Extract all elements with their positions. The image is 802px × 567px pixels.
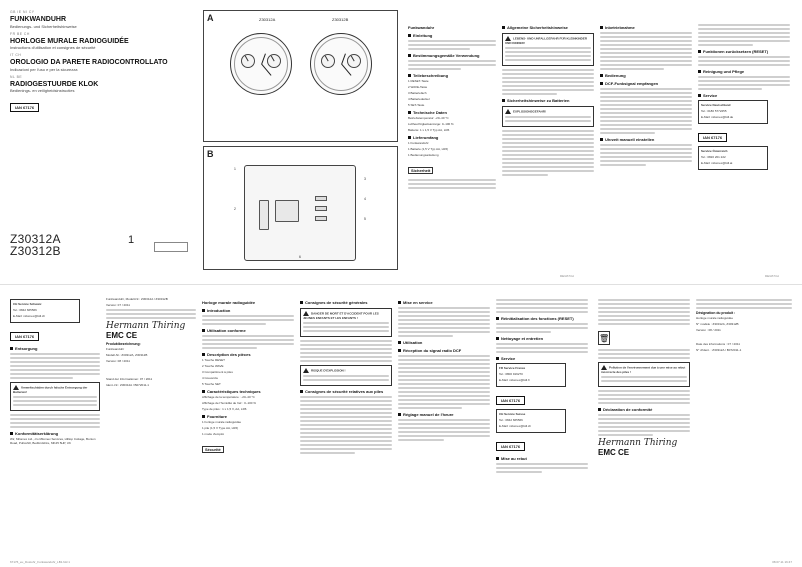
version: Version: 08 / 2011 bbox=[106, 359, 130, 363]
part-item: 2 WAVE-Taste bbox=[408, 85, 428, 89]
info-date: Date des informations : 07 / 2011 bbox=[696, 342, 740, 346]
subtitle-de: Bedienungs- und Sicherheitshinweise bbox=[10, 23, 77, 29]
print-footer-left: 67176_eu_Dustuhr_Funkwanduhr_LB1.fdd 1 bbox=[10, 560, 70, 564]
clock-back-image bbox=[244, 165, 356, 261]
illustration-panel bbox=[203, 10, 398, 270]
clock-a-image bbox=[230, 33, 292, 95]
hygrometer-gauge bbox=[267, 54, 281, 68]
model-label-b: Z30312B bbox=[332, 17, 349, 22]
heading-introduction: Einleitung bbox=[408, 33, 496, 38]
callout-2: 2 bbox=[234, 207, 236, 211]
spec-item: Affichage de l'humidité de l'air : 0–100 % bbox=[202, 401, 256, 405]
column-service-ch bbox=[10, 297, 100, 447]
language-tags: IT CH bbox=[10, 53, 22, 57]
column-product-info bbox=[106, 297, 196, 389]
ident-number: N° d'ident. : Z30312A / B072011-1 bbox=[696, 348, 742, 352]
column-service bbox=[698, 22, 790, 172]
service-contact-fr: FR Service France Tel.: 0800 919270 E-Mail: milomex@lidl.fr bbox=[496, 363, 566, 387]
heading-product-designation: Désignation du produit : bbox=[696, 311, 736, 315]
battery-compartment bbox=[259, 200, 269, 230]
product-label: Funkwanduhr, Modell-Nr.: Z30312A / Z30312B bbox=[106, 297, 168, 301]
callout-3: 3 bbox=[364, 177, 366, 181]
heading-safety: Sicherheit bbox=[408, 167, 433, 174]
spec-item: Betriebstemperatur: -20–40 °C bbox=[408, 116, 449, 120]
column-fr-setup bbox=[398, 297, 490, 443]
scope-item: 1 pile (1,5 V Type AA, LR6) bbox=[202, 426, 239, 430]
spec-item: Luftfeuchtigkeitsanzeige: 0–100 % bbox=[408, 122, 454, 126]
print-footer-right: 08.07.11 16:47 bbox=[772, 560, 792, 564]
emc-ce-mark: EMC CE bbox=[598, 448, 630, 457]
thermometer-gauge bbox=[321, 54, 335, 68]
heading-conformity: Déclaration de conformité bbox=[598, 407, 690, 412]
title-nl: RADIOGESTUURDE KLOK bbox=[10, 80, 99, 88]
subtitle-fr: Instructions d'utilisation et consignes de sécurité bbox=[10, 45, 96, 50]
page-sheet-bottom bbox=[0, 284, 802, 567]
scope-item: 1 Funkwanduhr bbox=[408, 141, 429, 145]
product-name: Funkwanduhr bbox=[106, 347, 125, 351]
ian-badge: IAN 67176 bbox=[10, 103, 39, 112]
callout-5: 5 bbox=[364, 217, 366, 221]
spec-item: Batterie: 1 x 1,5 V Typ AA, LR6 bbox=[408, 128, 450, 132]
heading-safety: Sécurité bbox=[202, 446, 224, 453]
heading-technical-data: Caractéristiques techniques bbox=[202, 389, 294, 394]
warning-icon bbox=[303, 368, 309, 373]
warning-disposal: Pollution de l'environnement due à une mise au rebut incorrecte des piles ! bbox=[598, 362, 690, 387]
spec-item: Affichage de la température : -20–40 °C bbox=[202, 395, 255, 399]
part-item: 4 Couvercle bbox=[202, 376, 219, 380]
warning-explosion: RISQUE D'EXPLOSION ! bbox=[300, 365, 392, 386]
warning-icon bbox=[505, 109, 511, 114]
heading-dcf: DCF-Funksignal empfangen bbox=[600, 81, 692, 86]
column-fr-conformity bbox=[598, 297, 690, 457]
cover-panel bbox=[10, 10, 190, 275]
warning-explosion: EXPLOSIONSGEFAHR! bbox=[502, 106, 594, 127]
brand-logo bbox=[154, 242, 188, 252]
column-fr-safety bbox=[300, 297, 392, 456]
page-code: DE/AT/CH bbox=[560, 274, 574, 278]
product-name: Horloge murale radioguidée bbox=[696, 316, 734, 320]
heading-battery-safety: Sicherheitshinweise zu Batterien bbox=[502, 98, 594, 103]
title-fr: HORLOGE MURALE RADIOGUIDÉE bbox=[10, 37, 129, 45]
section-title: Funkwanduhr bbox=[408, 25, 435, 30]
signature: Hermann Thiring bbox=[106, 321, 186, 331]
part-item: 4 Batteriedeckel bbox=[408, 97, 430, 101]
heading-manual-time: Uhrzeit manuell einstellen bbox=[600, 137, 692, 142]
heading-service: Service bbox=[698, 93, 790, 98]
warning-children: DANGER DE MORT ET D'ACCIDENT POUR LES JEUNES ENFANTS ET LES ENFANTS ! bbox=[300, 308, 392, 337]
model-a: Z30312A bbox=[10, 232, 61, 246]
model-b: Z30312B bbox=[10, 244, 61, 258]
ian-badge: IAN 67176 bbox=[10, 332, 39, 341]
heading-operation: Bedienung bbox=[600, 73, 692, 78]
heading-setup: Inbetriebnahme bbox=[600, 25, 692, 30]
illustration-b bbox=[203, 146, 398, 270]
version: Version : 08 / 2011 bbox=[696, 328, 721, 332]
callout-6: 6 bbox=[299, 255, 301, 259]
subtitle-it: Indicazioni per l'uso e per la sicurezza bbox=[10, 66, 78, 72]
heading-reset: Réinitialisation des fonctions (RESET) bbox=[496, 316, 588, 321]
heading-intended-use: Bestimmungsgemäße Verwendung bbox=[408, 53, 496, 58]
panel-letter-b: B bbox=[207, 149, 214, 159]
heading-scope: Fourniture bbox=[202, 414, 294, 419]
warning-disposal: Umweltschäden durch falsche Entsorgung der Batterien! bbox=[10, 382, 100, 411]
info-date: Stand der Informationen: 07 / 2011 bbox=[106, 377, 153, 381]
column-intro bbox=[408, 22, 496, 191]
heading-service: Service bbox=[496, 356, 588, 361]
heading-cleaning: Nettoyage et entretien bbox=[496, 336, 588, 341]
heading-manual-time: Réglage manuel de l'heure bbox=[398, 412, 490, 417]
heading-cleaning: Reinigung und Pflege bbox=[698, 69, 790, 74]
column-fr-product bbox=[696, 297, 792, 354]
heading-product-designation: Produktbezeichnung: bbox=[106, 342, 141, 346]
part-item: 3 Compartiment à piles bbox=[202, 370, 233, 374]
heading-conformity: Konformitätserklärung bbox=[10, 431, 100, 436]
heading-general-safety: Allgemeine Sicherheitshinweise bbox=[502, 25, 594, 30]
column-operation bbox=[600, 22, 692, 168]
part-item: 1 RESET-Taste bbox=[408, 79, 429, 83]
part-item: 3 Batteriefach bbox=[408, 91, 427, 95]
clock-b-image bbox=[310, 33, 372, 95]
model-number: Modell-Nr.: Z30312A, Z30312B bbox=[106, 353, 148, 357]
heading-technical-data: Technische Daten bbox=[408, 110, 496, 115]
heading-introduction: Introduction bbox=[202, 308, 294, 313]
version: Version: 07 / 2011 bbox=[106, 303, 130, 307]
scope-item: 1 Batterie (1,5 V Typ AA, LR6) bbox=[408, 147, 449, 151]
thermometer-gauge bbox=[241, 54, 255, 68]
scope-item: 1 horloge murale radioguidée bbox=[202, 420, 242, 424]
language-tags: NL BE bbox=[10, 74, 23, 79]
heading-battery-safety: Consignes de sécurité relatives aux piles bbox=[300, 389, 392, 394]
page-sheet-top bbox=[0, 0, 802, 283]
ian-badge: IAN 67176 bbox=[496, 442, 525, 451]
column-safety bbox=[502, 22, 594, 178]
battery-cover bbox=[275, 200, 299, 222]
page-number: 1 bbox=[128, 234, 135, 246]
service-contact-ch: CH Service Schweiz Tel.: 0842 665566 E-Mail: milomex@lidl.ch bbox=[10, 299, 80, 323]
callout-4: 4 bbox=[364, 197, 366, 201]
page-code: DE/AT/CH bbox=[765, 274, 779, 278]
title-de: FUNKWANDUHR bbox=[10, 16, 66, 23]
panel-letter-a: A bbox=[207, 13, 214, 23]
part-item: 5 SET-Taste bbox=[408, 103, 425, 107]
reset-button-image bbox=[315, 196, 327, 201]
hygrometer-gauge bbox=[347, 54, 361, 68]
heading-disposal: Entsorgung bbox=[10, 346, 100, 351]
scope-item: 1 Bedienungsanleitung bbox=[408, 153, 439, 157]
emc-ce-mark: EMC CE bbox=[106, 331, 138, 340]
warning-children: LEBENS- UND UNFALLGEFAHR FÜR KLEINKINDER UND KINDER! bbox=[502, 33, 594, 66]
column-fr-intro bbox=[202, 297, 294, 456]
model-numbers bbox=[10, 233, 61, 257]
recycle-bin-icon: 🗑 bbox=[598, 331, 610, 345]
service-contact-ch: CH Service Suisse Tel.: 0842 665566 E-Mail: milomex@lidl.ch bbox=[496, 409, 566, 433]
ian-badge: IAN 67176 bbox=[496, 396, 525, 405]
heading-disposal: Mise au rebut bbox=[496, 456, 588, 461]
part-item: 1 Touche RESET bbox=[202, 358, 225, 362]
scope-item: 1 mode d'emploi bbox=[202, 432, 224, 436]
heading-intended-use: Utilisation conforme bbox=[202, 328, 294, 333]
heading-reset: Funktionen zurücksetzen (RESET) bbox=[698, 49, 790, 54]
service-contact-de: Service Deutschland Tel.: 0180 5772255 E-Mail: milomex@lidl.de bbox=[698, 100, 768, 124]
signature: Hermann Thiring bbox=[598, 438, 678, 448]
wave-button-image bbox=[315, 206, 327, 211]
illustration-a bbox=[203, 10, 398, 142]
heading-scope: Lieferumfang bbox=[408, 135, 496, 140]
ident-number: Ident.-Nr.: Z30312A / B072011-1 bbox=[106, 383, 149, 387]
service-contact-at: Service Österreich Tel.: 0820 201 222 E-Mail: milomex@lidl.at bbox=[698, 146, 768, 170]
heading-dcf: Réception du signal radio DCF bbox=[398, 348, 490, 353]
spec-item: Type de piles : 1 x 1,5 V, AA, LR6 bbox=[202, 407, 247, 411]
heading-operation: Utilisation bbox=[398, 340, 490, 345]
heading-parts: Teilebeschreibung bbox=[408, 73, 496, 78]
heading-parts: Description des pièces bbox=[202, 352, 294, 357]
callout-1: 1 bbox=[234, 167, 236, 171]
subtitle-nl: Bedienings- en veiligheidsinstructies bbox=[10, 88, 75, 93]
part-item: 5 Touche SET bbox=[202, 382, 221, 386]
conformity-text: Wir, Milomex Ltd., c/o Milomex Services, Hilltop Cottage, Bonton Road, Pulloxhill, Bedfordshire, MK45 5HP, UK bbox=[10, 437, 96, 445]
set-button-image bbox=[315, 216, 327, 221]
column-fr-service bbox=[496, 297, 588, 475]
part-item: 2 Touche WAVE bbox=[202, 364, 224, 368]
title-it: OROLOGIO DA PARETE RADIOCONTROLLATO bbox=[10, 59, 168, 66]
model-number: N° modèle : Z30312A, Z30312B bbox=[696, 322, 739, 326]
section-title: Horloge murale radioguidée bbox=[202, 300, 256, 305]
model-label-a: Z30312A bbox=[259, 17, 276, 22]
heading-setup: Mise en service bbox=[398, 300, 490, 305]
language-tags: FR BE CH bbox=[10, 31, 30, 36]
heading-general-safety: Consignes de sécurité générales bbox=[300, 300, 392, 305]
ian-badge: IAN 67176 bbox=[698, 133, 727, 142]
language-tags: GB IE NI CY bbox=[10, 10, 35, 14]
